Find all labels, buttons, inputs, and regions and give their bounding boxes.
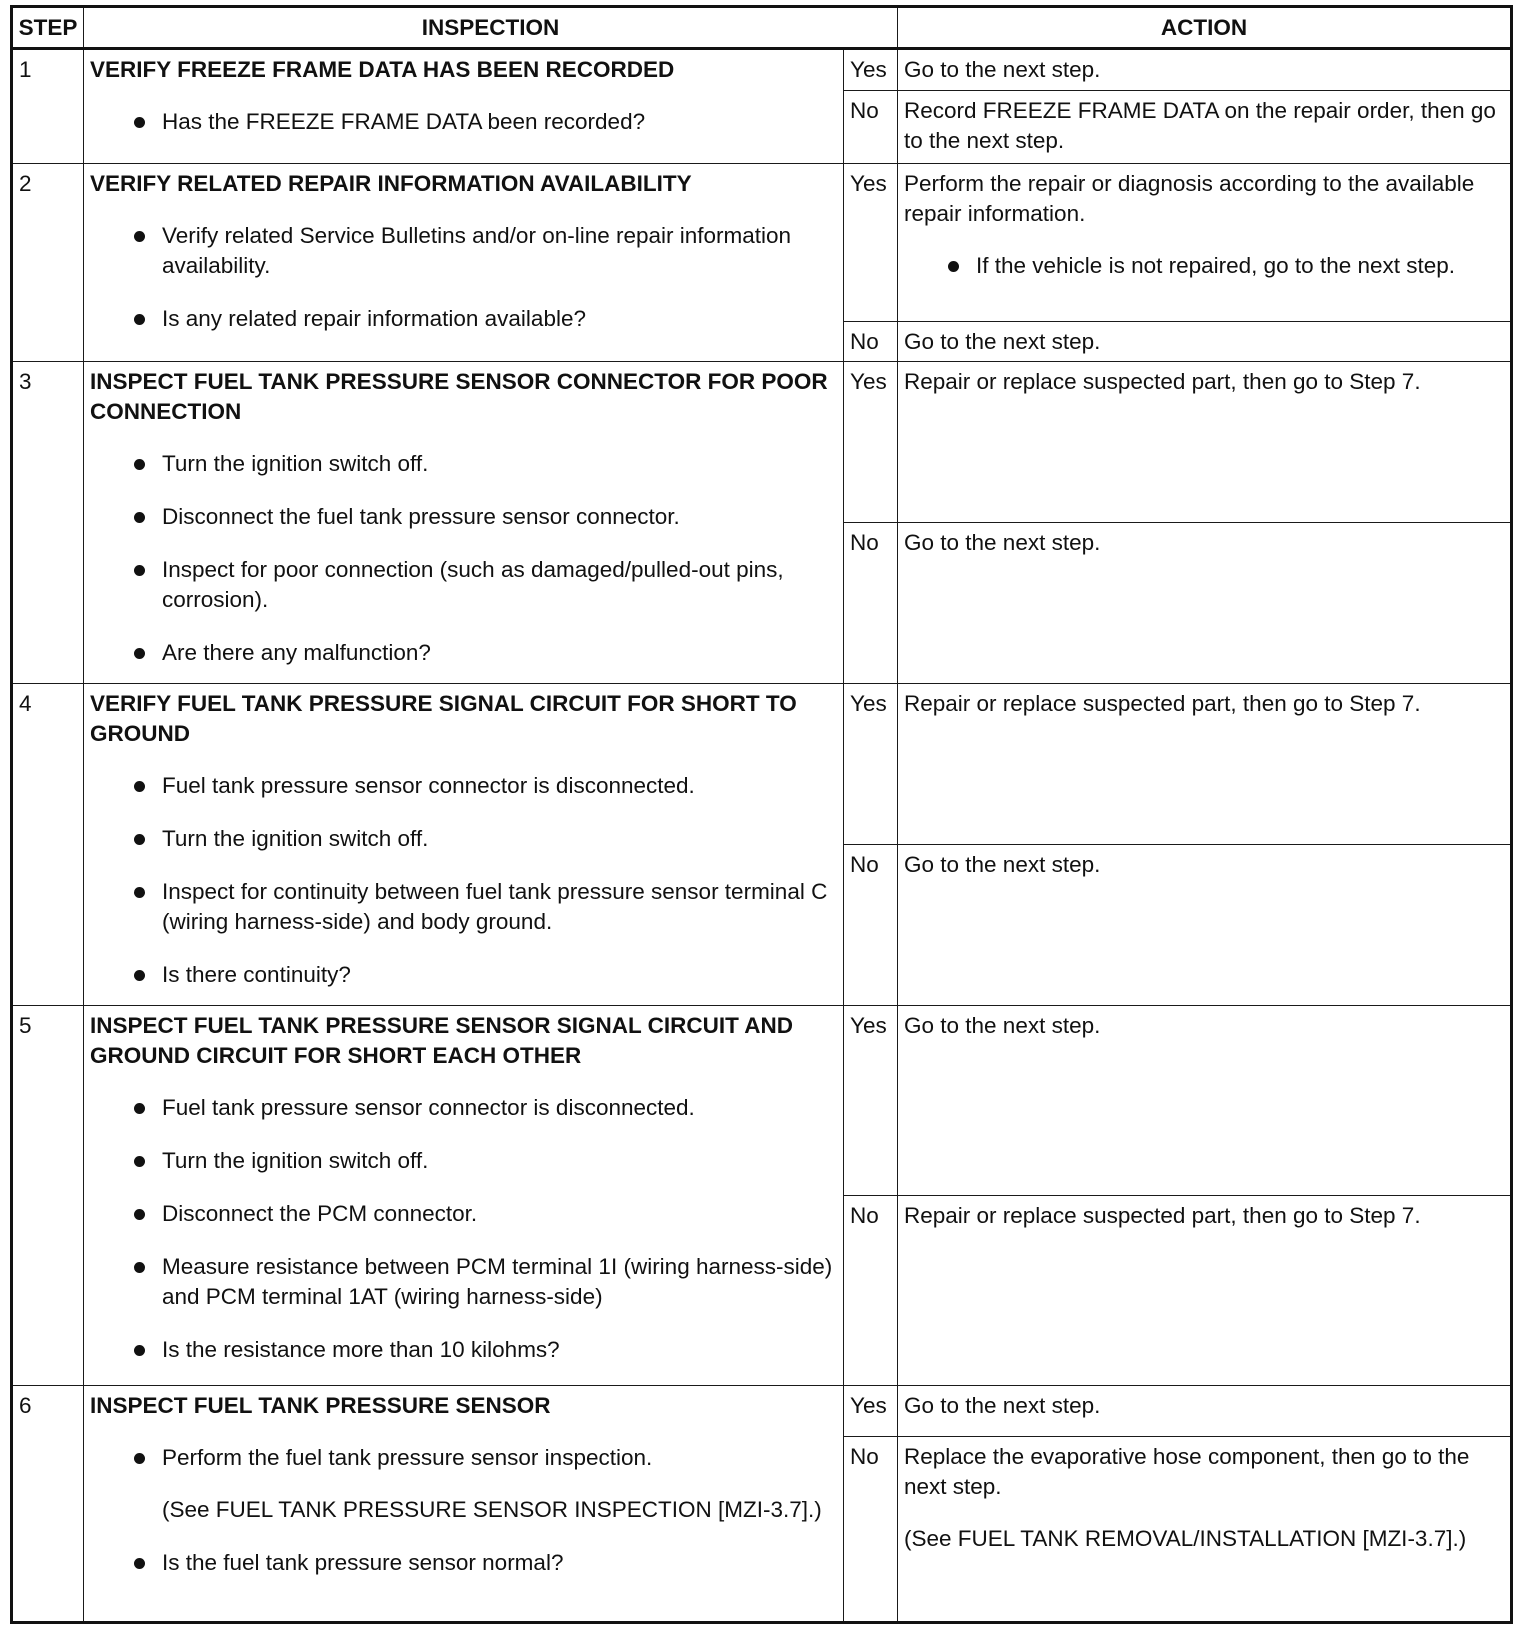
yes-label: Yes xyxy=(844,683,898,844)
inspection-bullet: Inspect for continuity between fuel tank pressure sensor terminal C (wiring harness-side) and body ground. xyxy=(90,877,838,937)
no-action: Go to the next step. xyxy=(898,321,1512,361)
bullet-dot-icon xyxy=(134,459,145,470)
step-2-row-yes xyxy=(12,163,1512,321)
step-title: VERIFY FUEL TANK PRESSURE SIGNAL CIRCUIT FOR SHORT TO GROUND xyxy=(90,690,797,746)
inspection-bullet: Measure resistance between PCM terminal 1I (wiring harness-side) and PCM terminal 1AT (wiring harness-side) xyxy=(90,1252,838,1312)
inspection-bullet-note: (See FUEL TANK PRESSURE SENSOR INSPECTION [MZI-3.7].) xyxy=(162,1496,822,1522)
step-number: 2 xyxy=(12,163,84,361)
step-number: 4 xyxy=(12,683,84,1005)
bullet-dot-icon xyxy=(948,261,959,272)
bullet-dot-icon xyxy=(134,231,145,242)
step-4-inspection xyxy=(84,683,844,1005)
yes-label: Yes xyxy=(844,163,898,321)
bullet-dot-icon xyxy=(134,648,145,659)
step-3-row-yes xyxy=(12,361,1512,522)
inspection-bullet: Is the fuel tank pressure sensor normal? xyxy=(90,1548,838,1578)
inspection-bullet: Is any related repair information available? xyxy=(90,304,838,334)
inspection-bullets xyxy=(90,771,838,990)
bullet-dot-icon xyxy=(134,834,145,845)
bullet-dot-icon xyxy=(134,1103,145,1114)
step-5-inspection xyxy=(84,1005,844,1385)
bullet-dot-icon xyxy=(134,970,145,981)
no-label: No xyxy=(844,1195,898,1385)
bullet-dot-icon xyxy=(134,565,145,576)
step-1-row-yes xyxy=(12,49,1512,91)
action-sub-bullet: If the vehicle is not repaired, go to the next step. xyxy=(904,251,1505,281)
bullet-dot-icon xyxy=(134,314,145,325)
step-1-inspection xyxy=(84,49,844,164)
no-action-note: (See FUEL TANK REMOVAL/INSTALLATION [MZI-3.7].) xyxy=(904,1525,1467,1551)
yes-label: Yes xyxy=(844,1385,898,1436)
yes-action-cell xyxy=(898,163,1512,321)
bullet-dot-icon xyxy=(134,117,145,128)
inspection-bullet: Is the resistance more than 10 kilohms? xyxy=(90,1335,838,1365)
inspection-bullet: Turn the ignition switch off. xyxy=(90,1146,838,1176)
inspection-bullet: Has the FREEZE FRAME DATA been recorded? xyxy=(90,107,838,137)
step-4-row-yes xyxy=(12,683,1512,844)
no-action: Replace the evaporative hose component, then go to the next step. xyxy=(904,1443,1470,1499)
inspection-column-header: INSPECTION xyxy=(84,7,898,49)
yes-action: Go to the next step. xyxy=(898,1005,1512,1195)
bullet-dot-icon xyxy=(134,1345,145,1356)
bullet-dot-icon xyxy=(134,1453,145,1464)
no-label: No xyxy=(844,522,898,683)
table-header-row xyxy=(12,7,1512,49)
inspection-bullet: Turn the ignition switch off. xyxy=(90,449,838,479)
step-3-inspection xyxy=(84,361,844,683)
diagnostic-procedure-table xyxy=(10,5,1513,1624)
inspection-bullets xyxy=(90,1443,838,1578)
step-title: VERIFY FREEZE FRAME DATA HAS BEEN RECORDED xyxy=(90,57,675,83)
inspection-bullet: Are there any malfunction? xyxy=(90,638,838,668)
inspection-bullet: Verify related Service Bulletins and/or on-line repair information availability. xyxy=(90,221,838,281)
step-column-header: STEP xyxy=(12,7,84,49)
bullet-dot-icon xyxy=(134,512,145,523)
bullet-dot-icon xyxy=(134,781,145,792)
step-number: 3 xyxy=(12,361,84,683)
bullet-dot-icon xyxy=(134,1262,145,1273)
no-action: Repair or replace suspected part, then go to Step 7. xyxy=(898,1195,1512,1385)
no-action: Record FREEZE FRAME DATA on the repair order, then go to the next step. xyxy=(898,91,1512,163)
action-column-header: ACTION xyxy=(898,7,1512,49)
inspection-bullet: Turn the ignition switch off. xyxy=(90,824,838,854)
yes-action: Perform the repair or diagnosis according to the available repair information. xyxy=(904,170,1475,226)
no-action-cell xyxy=(898,1436,1512,1622)
yes-action: Go to the next step. xyxy=(898,1385,1512,1436)
no-label: No xyxy=(844,844,898,1005)
no-action: Go to the next step. xyxy=(898,844,1512,1005)
yes-action: Repair or replace suspected part, then go to Step 7. xyxy=(898,683,1512,844)
step-number: 1 xyxy=(12,49,84,164)
yes-action: Repair or replace suspected part, then go to Step 7. xyxy=(898,361,1512,522)
step-5-row-yes xyxy=(12,1005,1512,1195)
yes-label: Yes xyxy=(844,1005,898,1195)
inspection-bullet: Fuel tank pressure sensor connector is disconnected. xyxy=(90,771,838,801)
no-label: No xyxy=(844,1436,898,1622)
inspection-bullet: Disconnect the PCM connector. xyxy=(90,1199,838,1229)
inspection-bullets xyxy=(90,1093,838,1365)
step-title: INSPECT FUEL TANK PRESSURE SENSOR CONNECTOR FOR POOR CONNECTION xyxy=(90,368,828,424)
yes-label: Yes xyxy=(844,361,898,522)
step-title: INSPECT FUEL TANK PRESSURE SENSOR xyxy=(90,1392,551,1418)
inspection-bullets xyxy=(90,449,838,668)
inspection-bullet: Disconnect the fuel tank pressure sensor connector. xyxy=(90,502,838,532)
inspection-bullets xyxy=(90,107,838,137)
no-label: No xyxy=(844,321,898,361)
bullet-dot-icon xyxy=(134,1209,145,1220)
bullet-dot-icon xyxy=(134,887,145,898)
inspection-bullet: Is there continuity? xyxy=(90,960,838,990)
step-number: 6 xyxy=(12,1385,84,1622)
yes-action: Go to the next step. xyxy=(898,49,1512,91)
step-2-inspection xyxy=(84,163,844,361)
inspection-bullet: Perform the fuel tank pressure sensor inspection. (See FUEL TANK PRESSURE SENSOR INSPECTION [MZI-3.7].) xyxy=(90,1443,838,1525)
yes-label: Yes xyxy=(844,49,898,91)
inspection-bullet: Fuel tank pressure sensor connector is disconnected. xyxy=(90,1093,838,1123)
bullet-dot-icon xyxy=(134,1156,145,1167)
no-label: No xyxy=(844,91,898,163)
inspection-bullets xyxy=(90,221,838,334)
bullet-dot-icon xyxy=(134,1558,145,1569)
inspection-bullet: Inspect for poor connection (such as damaged/pulled-out pins, corrosion). xyxy=(90,555,838,615)
step-number: 5 xyxy=(12,1005,84,1385)
step-6-row-yes xyxy=(12,1385,1512,1436)
step-title: VERIFY RELATED REPAIR INFORMATION AVAILABILITY xyxy=(90,170,692,196)
no-action: Go to the next step. xyxy=(898,522,1512,683)
step-6-inspection xyxy=(84,1385,844,1622)
step-title: INSPECT FUEL TANK PRESSURE SENSOR SIGNAL CIRCUIT AND GROUND CIRCUIT FOR SHORT EACH OTHER xyxy=(90,1012,793,1068)
